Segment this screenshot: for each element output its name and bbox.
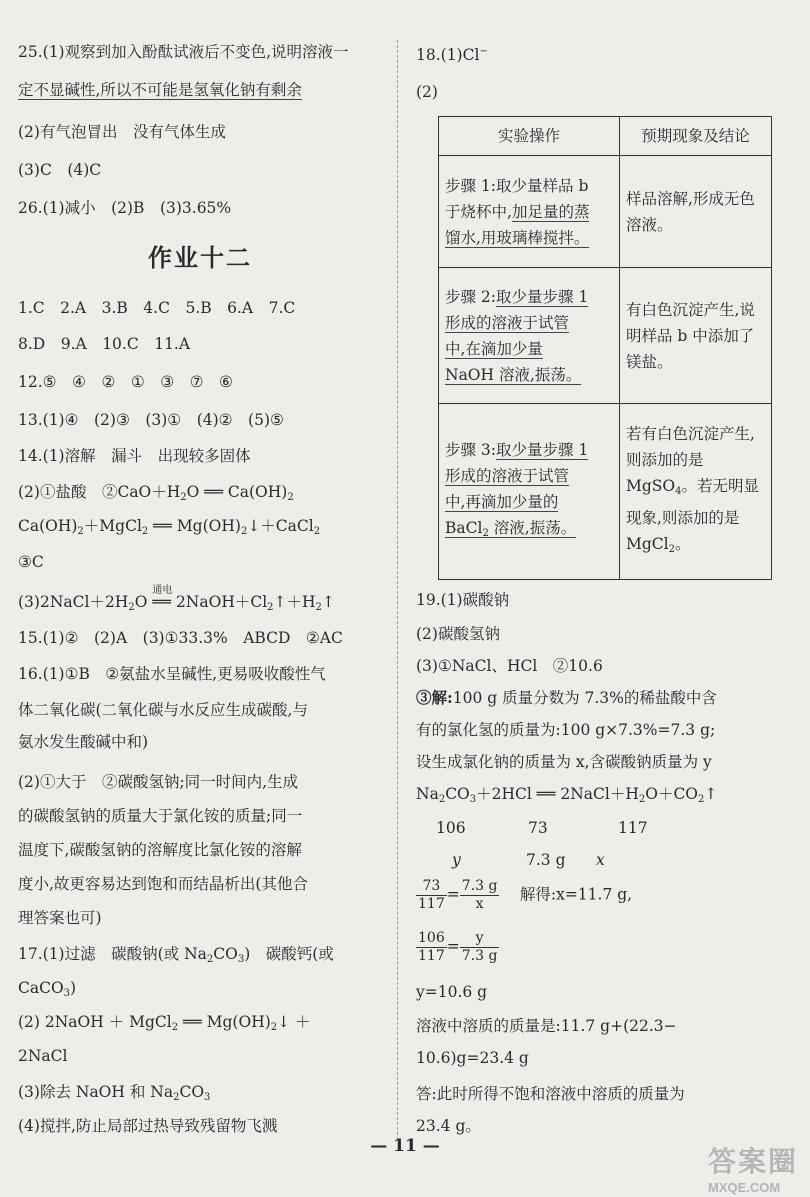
q17-line1b: CO: [213, 945, 238, 963]
var-y: y: [452, 851, 461, 869]
q25-line2-text: 定不显碱性,所以不可能是氢氧化钠有剩余: [18, 81, 302, 99]
step3-operation: [439, 404, 620, 580]
q16-line2: 体二氧化碳(二氧化碳与水反应生成碳酸,与: [18, 701, 308, 719]
step1-op-b: 于烧杯中,: [445, 202, 512, 221]
q16-line6: 温度下,碳酸氢钠的溶解度比氯化铵的溶解: [18, 841, 302, 859]
q15-line: 15.(1)② (2)A (3)①33.3% ABCD ②AC: [18, 629, 343, 647]
q19-line5: 有的氯化氢的质量为:100 g×7.3%=7.3 g;: [416, 721, 716, 739]
molar-mass-106: 106: [436, 819, 466, 837]
q19-line2: (2)碳酸氢钠: [416, 625, 500, 643]
q17-line1a: 17.(1)过滤 碳酸钠(或 Na: [18, 945, 207, 963]
step3-res-b: 。若无明显现象,则添加的是 MgCl: [626, 476, 760, 553]
solution-label: ③解:: [416, 688, 453, 707]
table-row: [439, 268, 772, 404]
q25-line1: 25.(1)观察到加入酚酞试液后不变色,说明溶液一: [18, 43, 349, 61]
electrolysis-condition: 通电: [152, 585, 173, 596]
watermark-logo: [708, 1140, 798, 1195]
q18-part1-text: 18.(1)Cl: [416, 46, 480, 64]
step1-op-a: 步骤 1:取少量样品 b: [445, 176, 589, 195]
frac1-num: 73: [416, 878, 447, 896]
step3-op-e-text: BaCl: [445, 518, 483, 537]
q14-line1: 14.(1)溶解 漏斗 出现较多固体: [18, 447, 251, 465]
frac2-den: x: [475, 896, 484, 912]
q19-line3: (3)①NaCl、HCl ②10.6: [416, 657, 603, 675]
watermark-title: 答案圈: [707, 1146, 798, 1177]
q25-line4: (3)C (4)C: [18, 161, 102, 179]
ratio-x-line: $\frac{73}{117}$ = $\frac{7.3 g}{x}$ 解得:x=11.7 g,: [418, 878, 633, 912]
frac4-num: y: [460, 930, 500, 948]
step2-op-d: 中,在滴加少量: [445, 339, 543, 358]
step3-res-a: 若有白色沉淀产生,则添加的是 MgSO: [626, 424, 755, 495]
step2-op-c: 形成的溶液于试管: [445, 313, 570, 332]
fraction-106-117: [416, 930, 447, 965]
q16-line4: (2)①大于 ②碳酸氢钠;同一时间内,生成: [18, 773, 299, 791]
step3-res-c: 。: [675, 534, 691, 553]
q14-line2b: $Ca(OH)_2+MgCl_2$ ══ $Mg(OH)_2↓+CaCl_2$: [18, 517, 321, 537]
section-heading: 作业十二: [148, 243, 252, 272]
q19-line6: 设生成氯化钠的质量为 x,含碳酸钠质量为 y: [416, 753, 712, 771]
step2-result: 有白色沉淀产生,说明样品 b 中添加了镁盐。: [620, 268, 772, 404]
step1-op-d: 馏水,用玻璃棒搅拌。: [445, 228, 590, 247]
q16-line8: 理答案也可): [18, 909, 102, 927]
q18-part1: 18.(1)Cl−: [416, 46, 488, 64]
answers-1-7: 1.C 2.A 3.B 4.C 5.B 6.A 7.C: [18, 299, 296, 317]
fraction-7-3-x: [460, 878, 500, 913]
q17-line5: (3)除去 NaOH 和 $Na_2CO_3$: [18, 1083, 211, 1103]
molar-mass-73: 73: [528, 819, 548, 837]
solve-x-result: 解得:x=11.7 g,: [519, 885, 633, 904]
q17-line4: 2NaCl: [18, 1047, 68, 1065]
ratio-y-line: $\frac{106}{117}$ = $\frac{y}{7.3 g}$: [418, 930, 498, 964]
step1-operation: [439, 156, 620, 268]
step3-op-e: BaCl$_2$ 溶液,振荡。: [445, 518, 577, 539]
frac2-num: 7.3 g: [461, 878, 498, 894]
step3-op-f: 溶液,振荡。: [493, 518, 577, 537]
electrolysis-arrow: 通电 ══: [152, 592, 171, 612]
column-divider: [397, 40, 398, 1140]
step2-op-b: 取少量步骤 1: [496, 287, 589, 306]
step2-operation: [439, 268, 620, 404]
q26-line: 26.(1)减小 (2)B (3)3.65%: [18, 199, 232, 217]
var-7-3g: 7.3 g: [526, 851, 566, 869]
y-result: y=10.6 g: [416, 983, 488, 1001]
q18-part2: (2): [416, 83, 438, 101]
q19-line4-text: 100 g 质量分数为 7.3%的稀盐酸中含: [452, 689, 717, 707]
q25-line2: [18, 80, 302, 100]
frac4-den: 7.3 g: [461, 948, 498, 964]
molar-mass-117: 117: [618, 819, 648, 837]
q25-line3: (2)有气泡冒出 没有气体生成: [18, 123, 226, 141]
frac3-num: 106: [418, 930, 445, 946]
step3-op-b: 取少量步骤 1: [496, 440, 589, 459]
experiment-table: [438, 116, 772, 580]
step1-op-c: 加足量的蒸: [511, 202, 590, 221]
q14-line3: ③C: [18, 553, 44, 571]
q19-line4: [416, 688, 717, 708]
step3-result: 若有白色沉淀产生,则添加的是 MgSO$_4$。若无明显现象,则添加的是 MgCl$_2$。: [620, 404, 772, 580]
header-result: 预期现象及结论: [620, 117, 772, 156]
table-row: [439, 404, 772, 580]
q14-line2: (2)①盐酸 $②CaO+H_2O$ ══ $Ca(OH)_2$: [18, 483, 294, 503]
q16-line7: 度小,故更容易达到饱和而结晶析出(其他合: [18, 875, 308, 893]
q16-line5: 的碳酸氢钠的质量大于氯化铵的质量;同一: [18, 807, 303, 825]
q16-line3: 氨水发生酸碱中和): [18, 733, 149, 751]
frac3-den: 117: [418, 948, 445, 964]
q13-line: 13.(1)④ (2)③ (3)① (4)② (5)⑤: [18, 411, 284, 429]
step2-op-a: 步骤 2:: [445, 287, 497, 306]
solute-mass-line2: 10.6)g=23.4 g: [416, 1049, 529, 1067]
frac1-den: 117: [418, 896, 445, 912]
q19-equation: $Na_2CO_3+2HCl$ ══ $2NaCl+H_2O+CO_2↑$: [416, 785, 718, 805]
q16-line1: 16.(1)①B ②氨盐水呈碱性,更易吸收酸性气: [18, 665, 326, 683]
watermark-url: MXQE.COM: [707, 1180, 781, 1195]
fraction-73-117: [416, 878, 447, 913]
q19-line1: 19.(1)碳酸钠: [416, 591, 510, 609]
answer-line1: 答:此时所得不饱和溶液中溶质的质量为: [416, 1085, 685, 1103]
table-row: [439, 156, 772, 268]
step3-op-a: 步骤 3:: [445, 440, 497, 459]
q14-line4: $(3)2NaCl+2H_2O$ 通电 ══ $2NaOH+Cl_2↑+H_2↑$: [18, 592, 335, 618]
q17-line6: (4)搅拌,防止局部过热导致残留物飞溅: [18, 1117, 278, 1135]
page-number: — 11 —: [370, 1136, 440, 1156]
step3-op-d: 中,再滴加少量的: [445, 492, 559, 511]
step3-op-c: 形成的溶液于试管: [445, 466, 570, 485]
step2-op-e: NaOH 溶液,振荡。: [445, 365, 582, 384]
answer-line2: 23.4 g。: [416, 1117, 481, 1135]
q17-line1c: ) 碳酸钙(或: [244, 945, 334, 963]
var-x: x: [596, 851, 605, 869]
q17-line2: CaCO$_3$): [18, 979, 77, 999]
table-header-row: [439, 117, 772, 156]
q17-line5-text: (3)除去 NaOH 和 Na: [18, 1083, 174, 1101]
step1-result: 样品溶解,形成无色溶液。: [620, 156, 772, 268]
fraction-y-7-3: [460, 930, 500, 965]
solute-mass-line1: 溶液中溶质的质量是:11.7 g+(22.3−: [416, 1017, 677, 1035]
q12-line: 12.⑤ ④ ② ① ③ ⑦ ⑥: [18, 373, 233, 391]
header-operation: 实验操作: [439, 117, 620, 156]
q17-line1: 17.(1)过滤 碳酸钠(或 $Na_2CO_3$) 碳酸钙(或: [18, 945, 334, 965]
answers-8-11: 8.D 9.A 10.C 11.A: [18, 335, 191, 353]
q17-line2-text: CaCO: [18, 979, 64, 997]
q17-line3: (2) 2NaOH ＋ MgCl$_2$ ══ $Mg(OH)_2↓$ ＋: [18, 1013, 311, 1033]
